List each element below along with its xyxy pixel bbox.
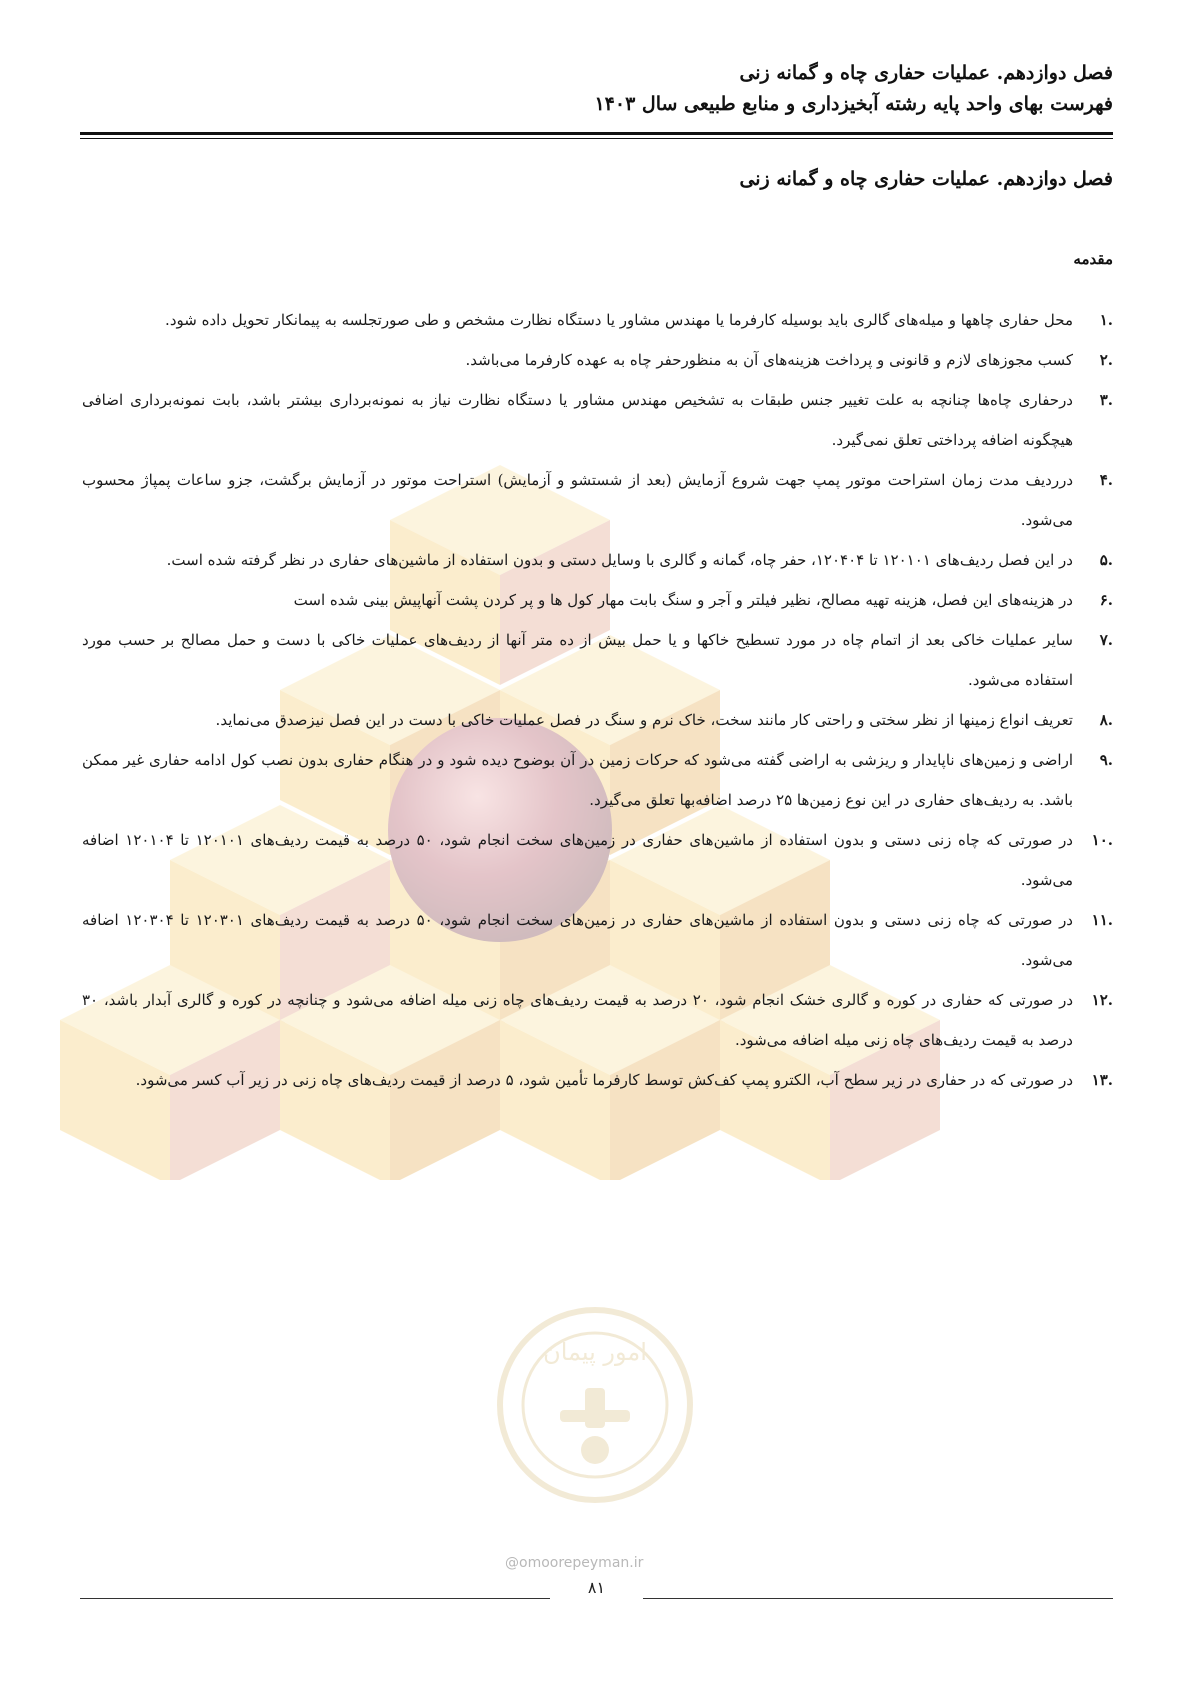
item-number: .۲ bbox=[1099, 351, 1113, 369]
footer-rule-left bbox=[80, 1598, 550, 1599]
list-item bbox=[82, 580, 1113, 620]
item-text: سایر عملیات خاکی بعد از اتمام چاه در مورد تسطیح خاکها و یا حمل بیش از ده متر آنها از ردیف‌های عملیات خاکی با دست و حمل مصالح بر حسب مورد استفاده می‌شود. bbox=[82, 631, 1073, 689]
item-text: در صورتی که چاه زنی دستی و بدون استفاده از ماشین‌های حفاری در زمین‌های سخت انجام شود، ۵۰ درصد به قیمت ردیف‌های ۱۲۰۱۰۱ تا ۱۲۰۱۰۴ اضافه می‌شود. bbox=[82, 831, 1073, 889]
chapter-title: فصل دوازدهم. عملیات حفاری چاه و گمانه زنی bbox=[739, 168, 1113, 190]
header-chapter-line: فصل دوازدهم. عملیات حفاری چاه و گمانه زنی bbox=[739, 62, 1113, 84]
item-text: درحفاری چاه‌ها چنانچه به علت تغییر جنس طبقات به تشخیص مهندس مشاور یا دستگاه نظارت نیاز به نمونه‌برداری بیشتر باشد، بابت نمونه‌برداری اضافی هیچگونه اضافه پرداختی تعلق نمی‌گیرد. bbox=[82, 391, 1073, 449]
item-text: در این فصل ردیف‌های ۱۲۰۱۰۱ تا ۱۲۰۴۰۴، حفر چاه، گمانه و گالری با وسایل دستی و بدون استفاده از ماشین‌های حفاری در نظر گرفته شده است. bbox=[166, 551, 1073, 569]
list-item bbox=[82, 820, 1113, 900]
item-text: کسب مجوزهای لازم و قانونی و پرداخت هزینه‌های آن به منظورحفر چاه به عهده کارفرما می‌باشد. bbox=[465, 351, 1073, 369]
watermark-site-label: @omoorepeyman.ir bbox=[505, 1555, 644, 1571]
item-number: .۷ bbox=[1099, 631, 1113, 649]
list-item bbox=[82, 460, 1113, 540]
list-item bbox=[82, 540, 1113, 580]
item-text: در صورتی که در حفاری در زیر سطح آب، الکترو پمپ کف‌کش توسط کارفرما تأمین شود، ۵ درصد از قیمت ردیف‌های چاه زنی در زیر آب کسر می‌شود. bbox=[135, 1071, 1073, 1089]
list-item bbox=[82, 700, 1113, 740]
footer-rule-right bbox=[643, 1598, 1113, 1599]
item-number: .۱۲ bbox=[1091, 991, 1113, 1009]
header-document-line: فهرست بهای واحد پایه رشته آبخیزداری و منابع طبیعی سال ۱۴۰۳ bbox=[594, 93, 1113, 115]
item-number: .۳ bbox=[1099, 391, 1113, 409]
item-number: .۹ bbox=[1099, 751, 1113, 769]
page-header bbox=[80, 58, 1113, 120]
introduction-heading: مقدمه bbox=[1073, 250, 1113, 268]
item-number: .۱۱ bbox=[1091, 911, 1113, 929]
item-text: درردیف مدت زمان استراحت موتور پمپ جهت شروع آزمایش (بعد از شستشو و آزمایش) استراحت موتور در آزمایش برگشت، جزو ساعات پمپاژ محسوب می‌شود. bbox=[82, 471, 1073, 529]
item-number: .۵ bbox=[1099, 551, 1113, 569]
item-number: .۸ bbox=[1099, 711, 1113, 729]
header-divider-thin bbox=[80, 138, 1113, 139]
item-text: در صورتی که چاه زنی دستی و بدون استفاده از ماشین‌های حفاری در زمین‌های سخت انجام شود، ۵۰ درصد به قیمت ردیف‌های ۱۲۰۳۰۱ تا ۱۲۰۳۰۴ اضافه می‌شود. bbox=[82, 911, 1073, 969]
introduction-list bbox=[82, 300, 1113, 1100]
item-number: .۴ bbox=[1099, 471, 1113, 489]
watermark-seal-image bbox=[490, 1300, 700, 1510]
list-item bbox=[82, 900, 1113, 980]
item-number: .۱۳ bbox=[1091, 1071, 1113, 1089]
header-divider-thick bbox=[80, 132, 1113, 135]
item-text: محل حفاری چاهها و میله‌های گالری باید بوسیله کارفرما یا مهندس مشاور یا دستگاه نظارت مشخص و طی صورتجلسه به پیمانکار تحویل داده شود. bbox=[165, 311, 1073, 329]
item-number: .۱۰ bbox=[1091, 831, 1113, 849]
item-number: .۶ bbox=[1099, 591, 1113, 609]
svg-text:امور پیمان: امور پیمان bbox=[543, 1338, 647, 1366]
list-item bbox=[82, 340, 1113, 380]
item-text: اراضی و زمین‌های ناپایدار و ریزشی به اراضی گفته می‌شود که حرکات زمین در آن بوضوح دیده شود و در هنگام حفاری بدون نصب کول ادامه حفاری غیر ممکن باشد. به ردیف‌های حفاری در این نوع زمین‌ها ۲۵ درصد اضافه‌بها تعلق می‌گیرد. bbox=[82, 751, 1073, 809]
list-item bbox=[82, 740, 1113, 820]
item-number: .۱ bbox=[1099, 311, 1113, 329]
list-item bbox=[82, 300, 1113, 340]
page-number: ۸۱ bbox=[587, 1578, 606, 1597]
item-text: در صورتی که حفاری در کوره و گالری خشک انجام شود، ۲۰ درصد به قیمت ردیف‌های چاه زنی میله اضافه می‌شود و چنانچه در کوره و گالری آبدار باشد، ۳۰ درصد به قیمت ردیف‌های چاه زنی میله اضافه می‌شود. bbox=[82, 991, 1074, 1049]
item-text: تعریف انواع زمینها از نظر سختی و راحتی کار مانند سخت، خاک نرم و سنگ در فصل عملیات خاکی با دست در این فصل نیزصدق می‌نماید. bbox=[215, 711, 1073, 729]
item-text: در هزینه‌های این فصل، هزینه تهیه مصالح، نظیر فیلتر و آجر و سنگ بابت مهار کول ها و پر کردن پشت آنهاپیش بینی شده است bbox=[293, 591, 1073, 609]
list-item bbox=[82, 980, 1113, 1060]
page-footer bbox=[80, 1578, 1113, 1608]
list-item bbox=[82, 1060, 1113, 1100]
list-item bbox=[82, 380, 1113, 460]
list-item bbox=[82, 620, 1113, 700]
